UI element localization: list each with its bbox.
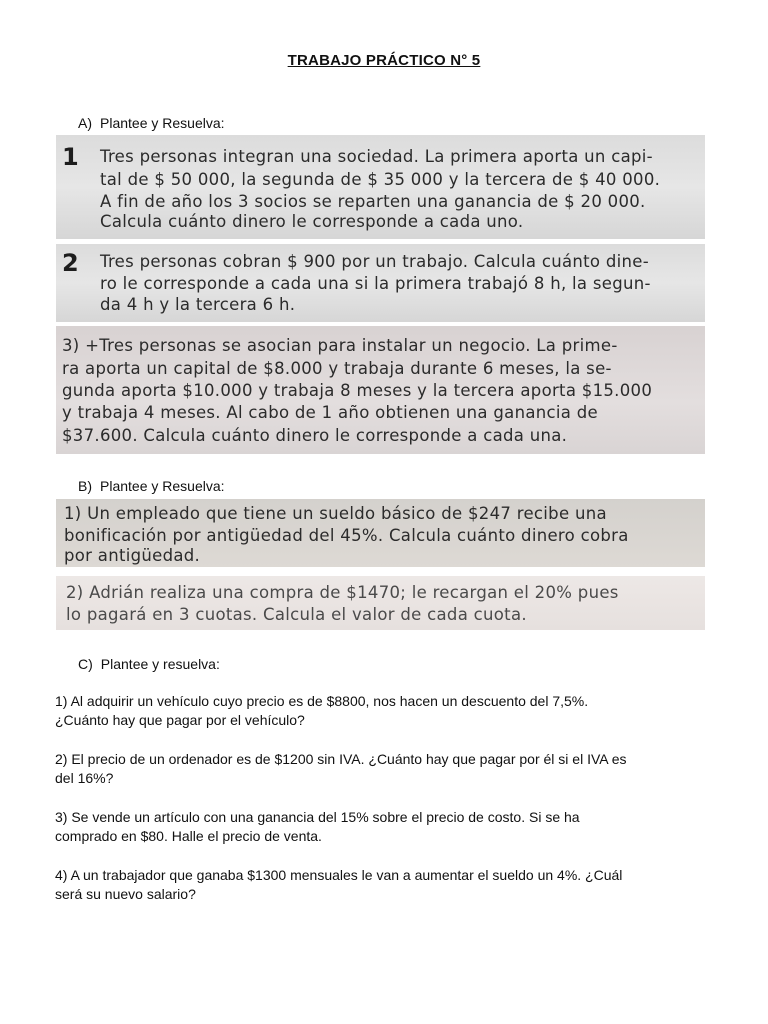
problem-a2-number: 2 [62, 249, 79, 277]
problem-a2-line: ro le corresponde a cada una si la primera trabajó 8 h, la segun- [100, 274, 651, 293]
problem-a1-line: tal de $ 50 000, la segunda de $ 35 000 y la tercera de $ 40 000. [100, 170, 661, 189]
problem-c1-line: ¿Cuánto hay que pagar por el vehículo? [55, 712, 305, 728]
section-a-label: Plantee y Resuelva: [100, 115, 225, 131]
section-c-letter: C) [78, 656, 93, 672]
section-b-heading [78, 478, 225, 494]
section-b-label: Plantee y Resuelva: [100, 478, 225, 494]
problem-c1 [55, 692, 715, 730]
section-b-letter: B) [78, 478, 92, 494]
problem-a1-line: A fin de año los 3 socios se reparten una ganancia de $ 20 000. [100, 192, 646, 211]
problem-a3-line: 3) +Tres personas se asocian para instalar un negocio. La prime- [62, 336, 618, 355]
section-a-letter: A) [78, 115, 92, 131]
problem-a2-line: Tres personas cobran $ 900 por un trabajo. Calcula cuánto dine- [100, 252, 649, 271]
problem-a1-image [56, 135, 705, 239]
problem-c2-line: del 16%? [55, 770, 114, 786]
problem-c4 [55, 866, 715, 904]
section-a-heading [78, 115, 225, 131]
problem-a3-line: $37.600. Calcula cuánto dinero le corresponde a cada una. [62, 426, 568, 445]
problem-c1-line: 1) Al adquirir un vehículo cuyo precio es de $8800, nos hacen un descuento del 7,5%. [55, 693, 589, 709]
problem-c3-line: comprado en $80. Halle el precio de venta. [55, 828, 322, 844]
problem-a1-line: Calcula cuánto dinero le corresponde a cada uno. [100, 212, 524, 231]
problem-a3-line: y trabaja 4 meses. Al cabo de 1 año obtienen una ganancia de [62, 403, 598, 422]
section-c-label: Plantee y resuelva: [100, 656, 220, 672]
problem-c2-line: 2) El precio de un ordenador es de $1200 sin IVA. ¿Cuánto hay que pagar por él si el IVA es [55, 751, 627, 767]
problem-b1-line: 1) Un empleado que tiene un sueldo básico de $247 recibe una [64, 504, 607, 523]
problem-c4-line: será su nuevo salario? [55, 886, 196, 902]
problem-a2-line: da 4 h y la tercera 6 h. [100, 295, 296, 314]
problem-b1-line: bonificación por antigüedad del 45%. Calcula cuánto dinero cobra [64, 526, 629, 545]
problem-b2-line: lo pagará en 3 cuotas. Calcula el valor de cada cuota. [66, 605, 527, 624]
problem-c3-line: 3) Se vende un artículo con una ganancia del 15% sobre el precio de costo. Si se ha [55, 809, 580, 825]
problem-c2 [55, 750, 715, 788]
problem-a3-line: gunda aporta $10.000 y trabaja 8 meses y la tercera aporta $15.000 [62, 381, 653, 400]
problem-a1-number: 1 [62, 143, 79, 171]
problem-b1-image [56, 499, 705, 567]
problem-a2-image [56, 244, 705, 322]
problem-c3 [55, 808, 715, 846]
section-c-heading [78, 656, 220, 672]
problem-a3-image [56, 326, 705, 454]
problem-b1-line: por antigüedad. [64, 546, 201, 565]
problem-b2-image [56, 576, 705, 630]
page-title: TRABAJO PRÁCTICO N° 5 [287, 52, 481, 69]
problem-b2-line: 2) Adrián realiza una compra de $1470; le recargan el 20% pues [66, 583, 619, 602]
problem-a1-line: Tres personas integran una sociedad. La primera aporta un capi- [100, 147, 653, 166]
problem-c4-line: 4) A un trabajador que ganaba $1300 mensuales le van a aumentar el sueldo un 4%. ¿Cuál [55, 867, 623, 883]
problem-a3-line: ra aporta un capital de $8.000 y trabaja durante 6 meses, la se- [62, 359, 612, 378]
